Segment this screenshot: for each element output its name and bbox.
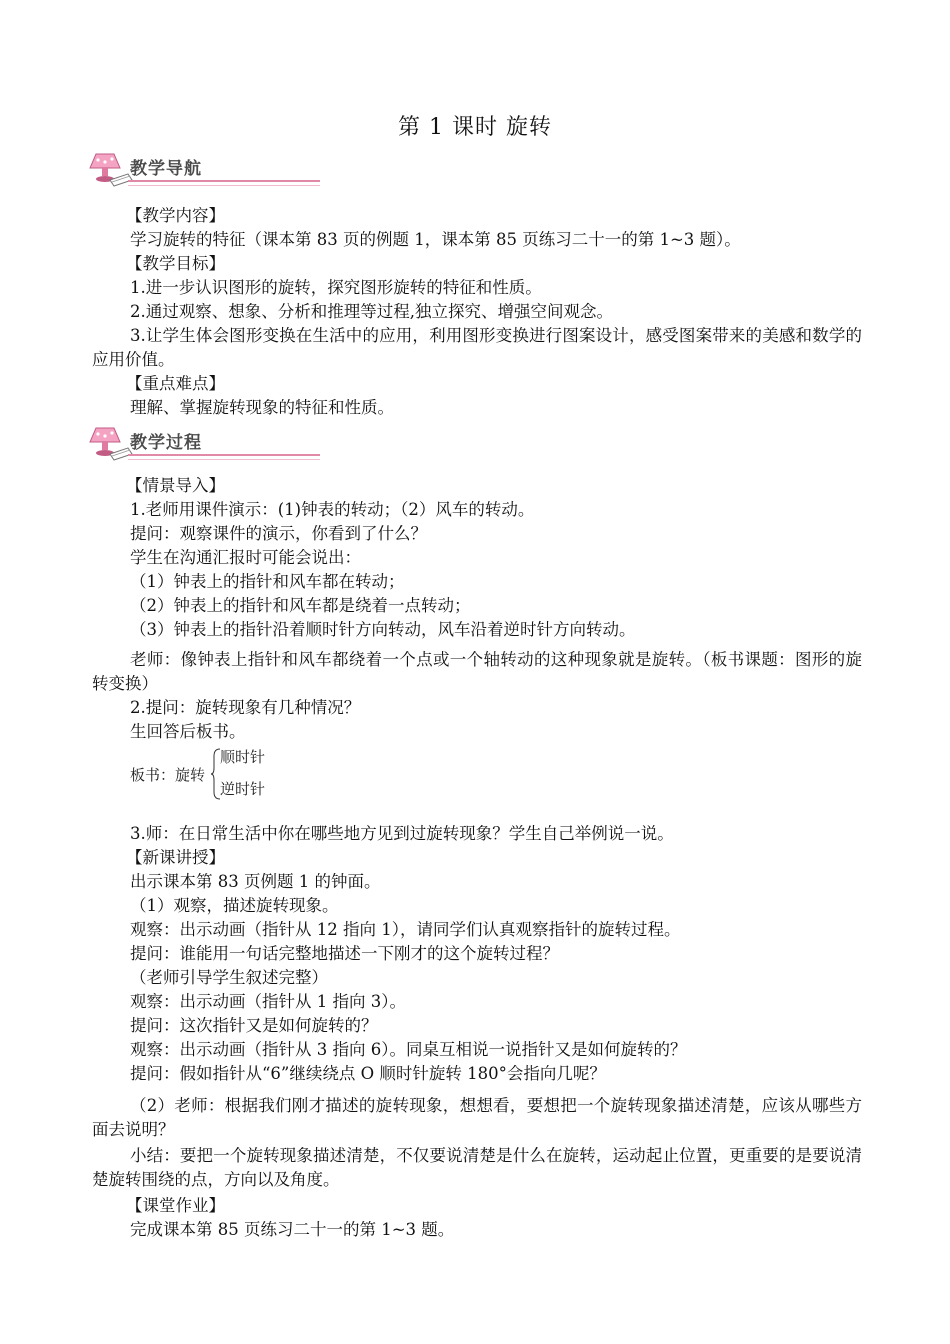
board-label: 板书：旋转 bbox=[130, 766, 206, 784]
intro-line-10: 3.师：在日常生活中你在哪些地方见到过旋转现象？学生自己举例说一说。 bbox=[130, 824, 674, 843]
new-line-1: 出示课本第 83 页例题 1 的钟面。 bbox=[130, 872, 381, 891]
intro-line-8: 2.提问：旋转现象有几种情况？ bbox=[130, 698, 361, 717]
new-line-9: 提问：假如指针从“6”继续绕点 O 顺时针旋转 180°会指向几呢？ bbox=[130, 1064, 606, 1083]
new-line-11: 小结：要把一个旋转现象描述清楚，不仅要说清楚是什么在旋转，运动起止位置，更重要的是要说清楚旋转围绕的点，方向以及角度。 bbox=[92, 1146, 862, 1189]
new-line-7: 提问：这次指针又是如何旋转的？ bbox=[130, 1016, 378, 1035]
intro-line-3: 学生在沟通汇报时可能会说出： bbox=[130, 548, 361, 567]
new-line-5: （老师引导学生叙述完整） bbox=[130, 968, 328, 987]
homework-text: 完成课本第 85 页练习二十一的第 1~3 题。 bbox=[130, 1220, 455, 1239]
goal-2: 2.通过观察、想象、分析和推理等过程,独立探究、增强空间观念。 bbox=[130, 302, 613, 321]
lamp-book-icon bbox=[88, 424, 134, 462]
intro-line-7: 老师：像钟表上指针和风车都绕着一个点或一个轴转动的这种现象就是旋转。（板书课题：图形的旋转变换） bbox=[92, 650, 862, 693]
banner-label: 教学导航 bbox=[130, 159, 202, 179]
new-line-2: （1）观察，描述旋转现象。 bbox=[130, 896, 339, 915]
banner-rule bbox=[128, 454, 320, 456]
content-text: 学习旋转的特征（课本第 83 页的例题 1，课本第 85 页练习二十一的第 1~3 题）。 bbox=[130, 230, 741, 249]
key-text: 理解、掌握旋转现象的特征和性质。 bbox=[130, 398, 394, 417]
blackboard-note bbox=[130, 744, 330, 804]
intro-line-4: （1）钟表上的指针和风车都在转动； bbox=[130, 572, 405, 591]
new-line-4: 提问：谁能用一句话完整地描述一下刚才的这个旋转过程？ bbox=[130, 944, 559, 963]
goal-heading: 【教学目标】 bbox=[126, 254, 225, 273]
content-heading: 【教学内容】 bbox=[126, 206, 225, 225]
section-banner-nav bbox=[88, 150, 238, 188]
key-heading: 【重点难点】 bbox=[126, 374, 225, 393]
section-banner-process bbox=[88, 424, 238, 462]
new-line-6: 观察：出示动画（指针从 1 指向 3）。 bbox=[130, 992, 406, 1011]
new-line-10: （2）老师：根据我们刚才描述的旋转现象，想想看，要想把一个旋转现象描述清楚，应该从哪些方面去说明？ bbox=[92, 1096, 862, 1139]
intro-line-9: 生回答后板书。 bbox=[130, 722, 246, 741]
homework-heading: 【课堂作业】 bbox=[126, 1196, 225, 1215]
new-lesson-heading: 【新课讲授】 bbox=[126, 848, 225, 867]
intro-line-1: 1.老师用课件演示：(1)钟表的转动；（2）风车的转动。 bbox=[130, 500, 535, 519]
intro-line-6: （3）钟表上的指针沿着顺时针方向转动，风车沿着逆时针方向转动。 bbox=[130, 620, 636, 639]
goal-3: 3.让学生体会图形变换在生活中的应用，利用图形变换进行图案设计，感受图案带来的美感和数学的应用价值。 bbox=[92, 326, 862, 369]
page-title: 第 1 课时 旋转 bbox=[398, 115, 552, 140]
board-counterclockwise: 逆时针 bbox=[220, 780, 266, 798]
intro-line-2: 提问：观察课件的演示，你看到了什么？ bbox=[130, 524, 427, 543]
lamp-book-icon bbox=[88, 150, 134, 188]
new-line-8: 观察：出示动画（指针从 3 指向 6）。同桌互相说一说指针又是如何旋转的？ bbox=[130, 1040, 687, 1059]
intro-heading: 【情景导入】 bbox=[126, 476, 225, 495]
intro-line-5: （2）钟表上的指针和风车都是绕着一点转动； bbox=[130, 596, 471, 615]
goal-1: 1.进一步认识图形的旋转，探究图形旋转的特征和性质。 bbox=[130, 278, 542, 297]
banner-label: 教学过程 bbox=[130, 433, 202, 453]
banner-rule bbox=[128, 180, 320, 182]
banner-rule-thin bbox=[128, 459, 320, 460]
board-clockwise: 顺时针 bbox=[220, 748, 266, 766]
new-line-3: 观察：出示动画（指针从 12 指向 1），请同学们认真观察指针的旋转过程。 bbox=[130, 920, 681, 939]
banner-rule-thin bbox=[128, 185, 320, 186]
